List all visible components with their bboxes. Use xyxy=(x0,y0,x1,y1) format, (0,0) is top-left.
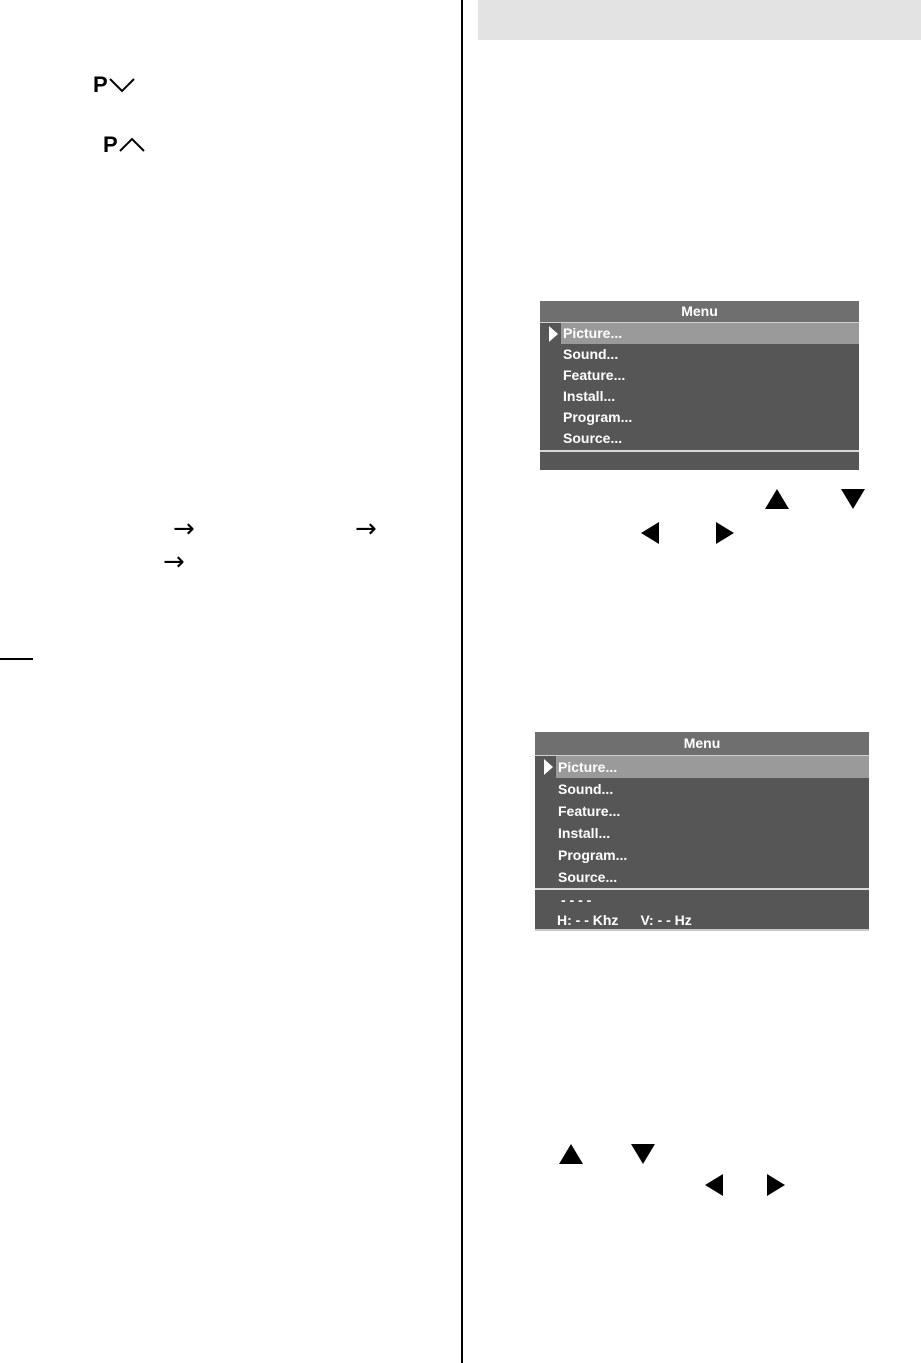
triangle-right-icon xyxy=(767,1174,785,1196)
triangle-up-icon xyxy=(765,489,789,509)
menu-item-feature[interactable] xyxy=(535,800,869,822)
menu-item-label: Sound... xyxy=(558,781,614,797)
channel-down-symbol xyxy=(93,74,135,96)
osd-menu-screen xyxy=(540,301,859,470)
vertical-frequency: V: - - Hz xyxy=(640,912,692,928)
osd-menu-screen-with-signal xyxy=(535,732,869,929)
triangle-right-icon xyxy=(716,522,734,544)
menu-title: Menu xyxy=(535,732,869,756)
menu-item-label: Program... xyxy=(563,409,633,425)
menu-item-sound[interactable] xyxy=(540,344,859,365)
menu-item-source[interactable] xyxy=(535,866,869,888)
menu-title: Menu xyxy=(540,301,859,323)
menu-item-picture[interactable] xyxy=(535,756,869,778)
menu-item-label: Install... xyxy=(563,388,616,404)
menu-bottom-line xyxy=(535,929,869,931)
right-arrow-icon: → xyxy=(355,514,377,544)
selection-cursor-icon xyxy=(544,759,553,775)
menu-item-label: Source... xyxy=(563,430,623,446)
menu-item-label: Sound... xyxy=(563,346,619,362)
menu-item-program[interactable] xyxy=(540,407,859,428)
menu-item-label: Feature... xyxy=(558,803,621,819)
menu-item-label: Picture... xyxy=(556,756,869,778)
signal-name: - - - - xyxy=(561,892,592,908)
column-divider xyxy=(461,0,463,1363)
menu-item-picture[interactable] xyxy=(540,323,859,344)
menu-item-source[interactable] xyxy=(540,428,859,449)
right-arrow-icon: → xyxy=(163,547,185,577)
triangle-up-icon xyxy=(559,1144,583,1164)
horizontal-frequency: H: - - Khz xyxy=(557,912,619,928)
selection-cursor-icon xyxy=(549,326,558,342)
menu-item-label: Source... xyxy=(558,869,618,885)
right-arrow-icon: → xyxy=(173,514,195,544)
menu-item-label: Picture... xyxy=(561,323,859,344)
menu-item-install[interactable] xyxy=(540,386,859,407)
channel-up-symbol xyxy=(103,134,145,156)
section-header-band xyxy=(478,0,921,40)
menu-item-sound[interactable] xyxy=(535,778,869,800)
menu-item-install[interactable] xyxy=(535,822,869,844)
chevron-down-icon xyxy=(109,77,135,93)
chevron-up-icon xyxy=(119,137,145,153)
triangle-down-icon xyxy=(841,489,865,509)
menu-item-label: Program... xyxy=(558,847,628,863)
triangle-left-icon xyxy=(705,1174,723,1196)
triangle-down-icon xyxy=(631,1144,655,1164)
footnote-rule xyxy=(0,658,33,660)
channel-down-p-label: P xyxy=(93,72,108,97)
triangle-left-icon xyxy=(641,522,659,544)
channel-up-p-label: P xyxy=(103,132,118,157)
menu-item-label: Feature... xyxy=(563,367,626,383)
menu-item-feature[interactable] xyxy=(540,365,859,386)
menu-separator xyxy=(540,450,859,452)
signal-frequency-row xyxy=(535,910,869,930)
menu-item-label: Install... xyxy=(558,825,611,841)
menu-item-program[interactable] xyxy=(535,844,869,866)
